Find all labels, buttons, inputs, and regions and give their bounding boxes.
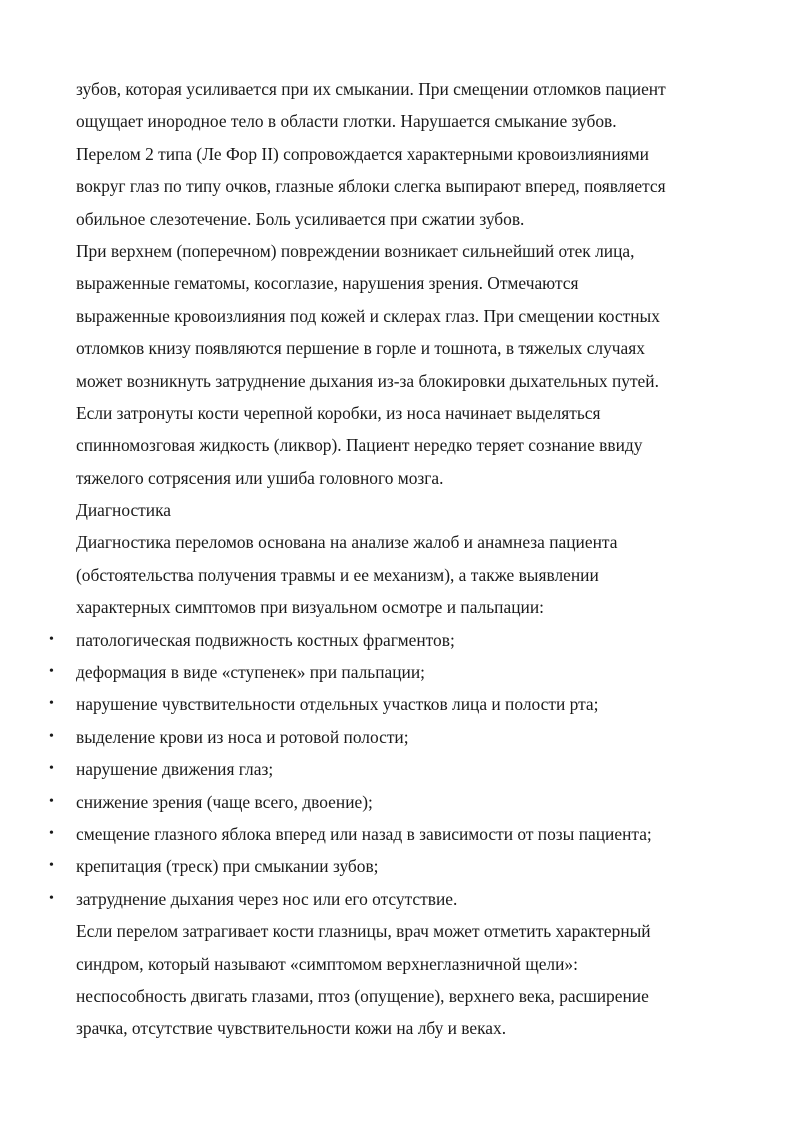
- text-line: вокруг глаз по типу очков, глазные яблоки слегка выпирают вперед, появляется: [76, 176, 666, 197]
- list-item-text: смещение глазного яблока вперед или назад в зависимости от позы пациента;: [76, 823, 652, 844]
- bullet-icon: •: [49, 890, 54, 906]
- document-page: [49, 73, 736, 1045]
- text-line: выраженные кровоизлияния под кожей и склерах глаз. При смещении костных: [76, 305, 660, 326]
- text-line: тяжелого сотрясения или ушиба головного мозга.: [76, 467, 444, 488]
- text-line: зубов, которая усиливается при их смыкании. При смещении отломков пациент: [76, 79, 666, 99]
- bullet-icon: •: [49, 858, 54, 874]
- text-line: может возникнуть затруднение дыхания из-за блокировки дыхательных путей.: [76, 370, 659, 391]
- list-item: [49, 786, 736, 818]
- list-item-text: деформация в виде «ступенек» при пальпации;: [76, 662, 425, 683]
- text-line: отломков книзу появляются першение в горле и тошнота, в тяжелых случаях: [76, 338, 645, 359]
- bullet-icon: •: [49, 825, 54, 841]
- text-line: ощущает инородное тело в области глотки. Нарушается смыкание зубов.: [76, 111, 617, 132]
- text-line: выраженные гематомы, косоглазие, нарушения зрения. Отмечаются: [76, 273, 579, 294]
- list-item: [49, 883, 736, 915]
- list-item: [49, 624, 736, 656]
- section-heading: Диагностика: [76, 500, 171, 521]
- text-line: Если затронуты кости черепной коробки, из носа начинает выделяться: [76, 402, 601, 423]
- bullet-icon: •: [49, 761, 54, 777]
- text-line: зрачка, отсутствие чувствительности кожи на лбу и веках.: [76, 1018, 507, 1039]
- list-item-text: нарушение движения глаз;: [76, 759, 274, 780]
- text-line: обильное слезотечение. Боль усиливается при сжатии зубов.: [76, 208, 525, 229]
- text-line: спинномозговая жидкость (ликвор). Пациент нередко теряет сознание ввиду: [76, 435, 643, 456]
- bullet-icon: •: [49, 664, 54, 680]
- intro-paragraphs: [76, 73, 736, 494]
- list-item: [49, 850, 736, 882]
- list-item-text: патологическая подвижность костных фрагментов;: [76, 629, 455, 650]
- text-line: При верхнем (поперечном) повреждении возникает сильнейший отек лица,: [76, 240, 635, 261]
- list-item: [49, 688, 736, 720]
- text-line: (обстоятельства получения травмы и ее механизм), а также выявлении: [76, 564, 599, 585]
- text-line: Диагностика переломов основана на анализе жалоб и анамнеза пациента: [76, 532, 618, 553]
- list-item: [49, 818, 736, 850]
- text-line: характерных симптомов при визуальном осмотре и пальпации:: [76, 597, 544, 618]
- text-line: Перелом 2 типа (Ле Фор II) сопровождается характерными кровоизлияниями: [76, 143, 649, 164]
- bullet-icon: •: [49, 728, 54, 744]
- bullet-icon: •: [49, 631, 54, 647]
- bullet-icon: •: [49, 696, 54, 712]
- text-line: синдром, который называют «симптомом верхнеглазничной щели»:: [76, 953, 578, 974]
- bullet-icon: •: [49, 793, 54, 809]
- text-line: Если перелом затрагивает кости глазницы, врач может отметить характерный: [76, 921, 651, 942]
- symptom-list: [49, 624, 736, 916]
- list-item: [49, 753, 736, 785]
- list-item-text: крепитация (треск) при смыкании зубов;: [76, 856, 379, 877]
- list-item-text: снижение зрения (чаще всего, двоение);: [76, 791, 373, 812]
- list-item: [49, 721, 736, 753]
- list-item-text: нарушение чувствительности отдельных участков лица и полости рта;: [76, 694, 599, 715]
- closing-paragraph: [76, 915, 736, 1045]
- list-item: [49, 656, 736, 688]
- list-item-text: затруднение дыхания через нос или его отсутствие.: [76, 888, 458, 909]
- text-line: неспособность двигать глазами, птоз (опущение), верхнего века, расширение: [76, 985, 649, 1006]
- list-item-text: выделение крови из носа и ротовой полости;: [76, 726, 409, 747]
- diagnostics-paragraph: [76, 526, 736, 623]
